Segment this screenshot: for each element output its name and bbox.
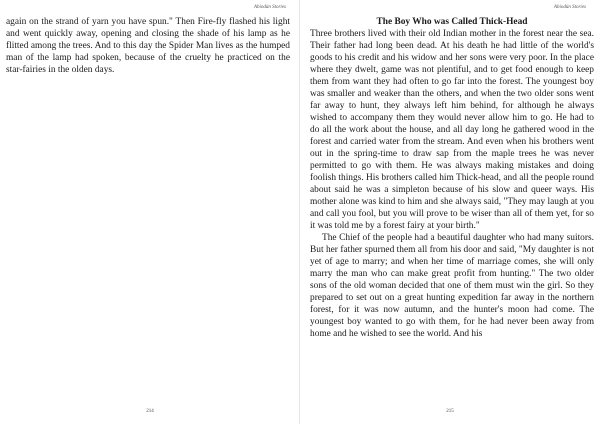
right-paragraph-1: Three brothers lived with their old Indian mother in the forest near the sea. Their father had long been dead. At his death he had little of the world's goods to his credit and his widow and her sons were very poor. In the place where they dwelt, game was not plentiful, and to get food enough to keep them from want they had often to go far into the forest. The youngest boy was smaller and weaker than the others, and when the two older sons went far away to hunt, they always left him behind, for although he always wished to accompany them they would never allow him to go. He had to do all the work about the house, and all day long he gathered wood in the forest and carried water from the stream. And even when his brothers went out in the spring-time to draw sap from the maple trees he was never permitted to go with them. He was always making mistakes and doing foolish things. His brothers called him Thick-head, and all the people round about said he was a simpleton because of his slow and queer ways. His mother alone was kind to him and she always said, "They may laugh at you and call you fool, but you will prove to be wiser than all of them yet, for so it was told me by a forest fairy at your birth." [310, 29, 594, 231]
left-page-text [6, 16, 290, 76]
right-paragraph-2: The Chief of the people had a beautiful daughter who had many suitors. But her father spurned them all from his door and said, "My daughter is not yet of age to marry; and when her time of marriage comes, she will only marry the man who can make great profit from hunting." The two older sons of the old woman decided that one of them must win the girl. So they prepared to set out on a great hunting expedition far away in the northern forest, for it was now autumn, and the hunter's moon had come. The youngest boy wanted to go with them, for he had never been away from home and he wished to see the world. And his [310, 233, 594, 339]
chapter-title: The Boy Who was Called Thick-Head [376, 17, 528, 27]
page-number-left: 214 [146, 409, 154, 414]
running-head-right: Abiodún Stories [553, 5, 586, 10]
running-head-left: Abiodún Stories [253, 5, 286, 10]
page-number-right: 215 [446, 409, 454, 414]
right-page-text [310, 16, 594, 340]
left-paragraph-1: again on the strand of yarn you have spun." Then Fire-fly flashed his light and went quickly away, opening and closing the shade of his lamp as he flitted among the trees. And to this day the Spider Man lives as the humped man of the lamp had spoken, because of the cruelty he practiced on the star-fairies in the olden days. [6, 17, 290, 75]
right-page [300, 0, 600, 424]
